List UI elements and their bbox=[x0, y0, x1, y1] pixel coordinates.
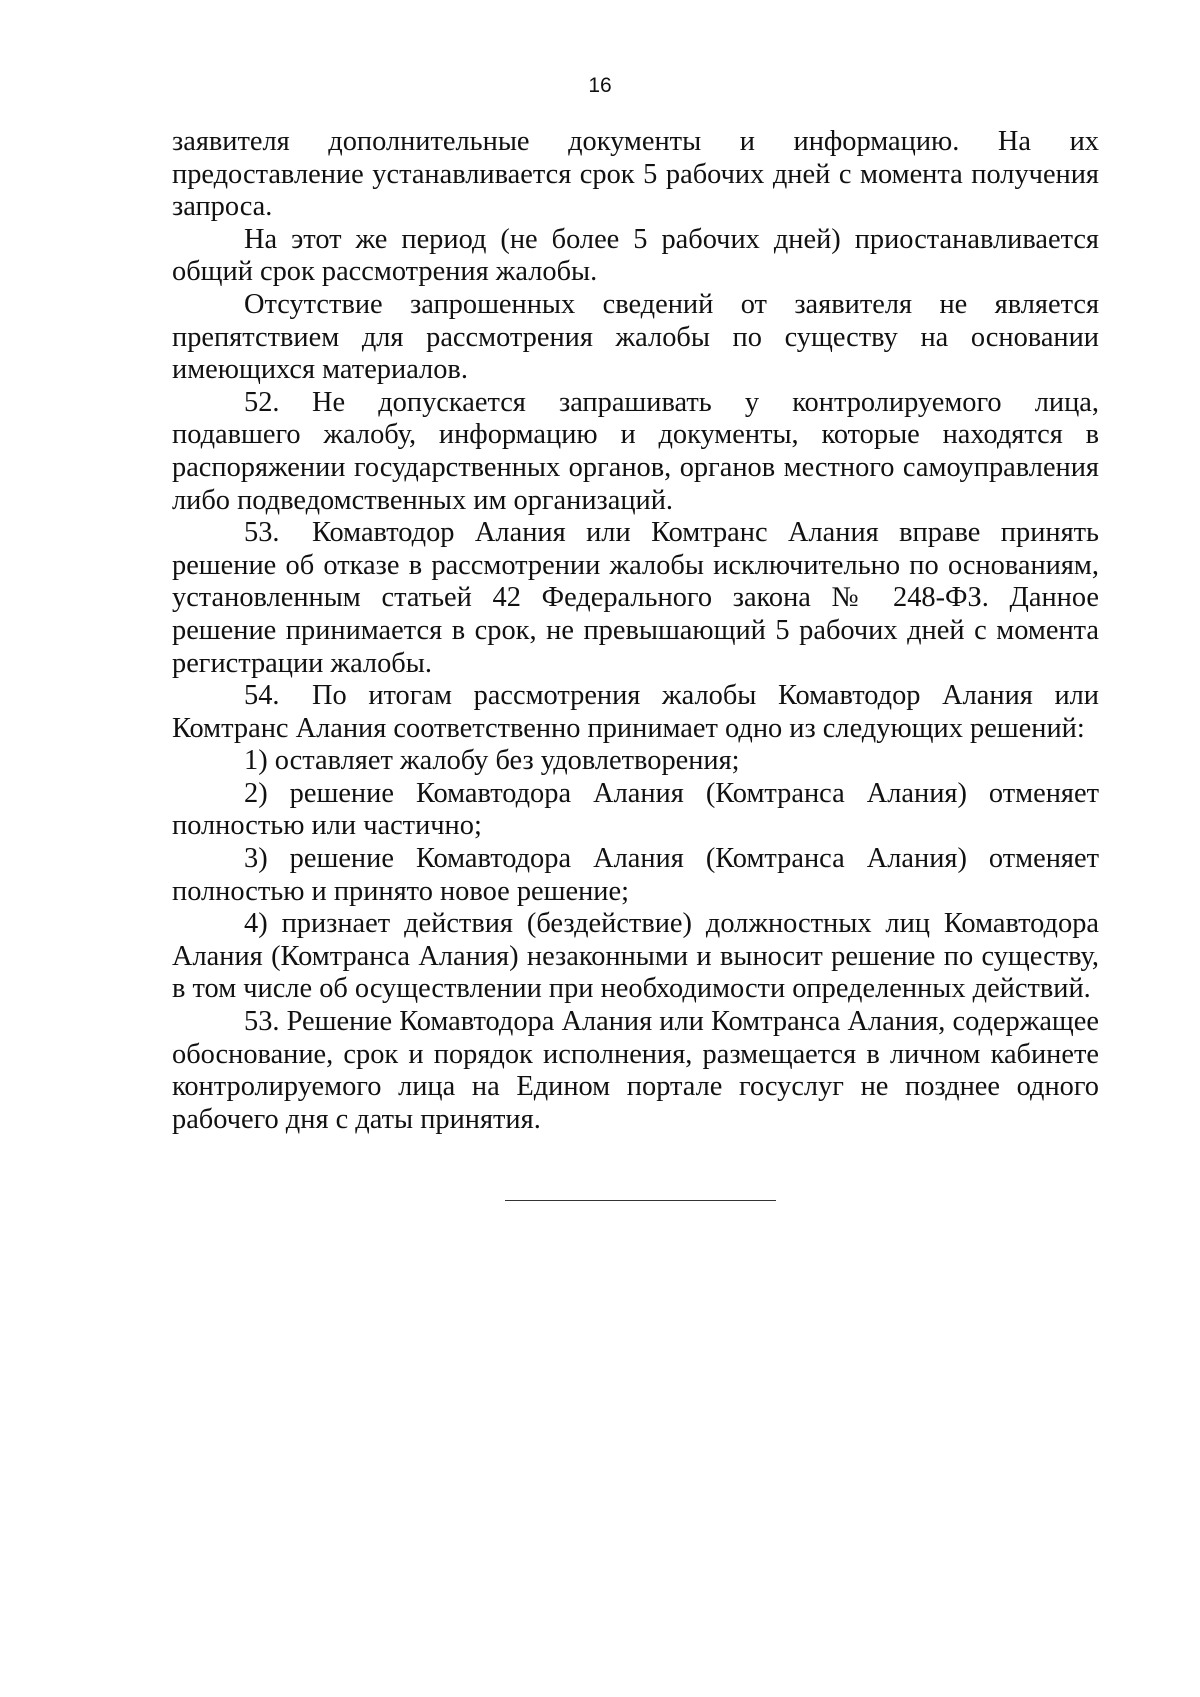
paragraph-number: 54. bbox=[244, 680, 280, 712]
paragraph-number: 53. bbox=[244, 517, 280, 549]
paragraph-missing-information: Отсутствие запрошенных сведений от заявителя не является препятствием для рассмотрения жалобы по существу на основании имеющихся материалов. bbox=[172, 288, 1099, 386]
list-item-1: 1) оставляет жалобу без удовлетворения; bbox=[244, 745, 740, 777]
list-item-4: 4) признает действия (бездействие) должностных лиц Комавтодора Алания (Комтранса Алания) незаконными и выносит решение по существу, в том числе об осуществлении при необходимости определенных действий. bbox=[172, 908, 1099, 1005]
paragraph-suspension-period: На этот же период (не более 5 рабочих дней) приостанавливается общий срок рассмотрения жалобы. bbox=[172, 223, 1099, 288]
end-of-document-line bbox=[505, 1200, 776, 1201]
paragraph-text: По итогам рассмотрения жалобы Комавтодор Алания или Комтранс Алания соответственно принимает одно из следующих решений: bbox=[172, 680, 1099, 744]
list-item-3: 3) решение Комавтодора Алания (Комтранса Алания) отменяет полностью и принято новое решение; bbox=[172, 843, 1099, 907]
paragraph-text: Комавтодор Алания или Комтранс Алания вправе принять решение об отказе в рассмотрении жалобы исключительно по основаниям, установленным статьей 42 Федерального закона № 248-ФЗ. Данное решение принимается в срок, не превышающий 5 рабочих дней с момента регистрации жалобы. bbox=[172, 517, 1099, 679]
paragraph-53 bbox=[172, 517, 1099, 680]
paragraph-number: 52. bbox=[244, 386, 280, 418]
paragraph-54 bbox=[172, 680, 1099, 745]
document-body bbox=[172, 126, 1099, 1136]
list-item-2: 2) решение Комавтодора Алания (Комтранса Алания) отменяет полностью или частично; bbox=[172, 777, 1099, 842]
paragraph-52 bbox=[172, 387, 1099, 517]
paragraph-continuation: заявителя дополнительные документы и информацию. На их предоставление устанавливается срок 5 рабочих дней с момента получения запроса. bbox=[172, 126, 1099, 223]
page-number: 16 bbox=[588, 74, 612, 97]
paragraph-decision-publication: 53. Решение Комавтодора Алания или Комтранса Алания, содержащее обоснование, срок и порядок исполнения, размещается в личном кабинете контролируемого лица на Едином портале госуслуг не позднее одного рабочего дня с даты принятия. bbox=[172, 1006, 1099, 1135]
paragraph-text: Не допускается запрашивать у контролируемого лица, подавшего жалобу, информацию и документы, которые находятся в распоряжении государственных органов, органов местного самоуправления либо подведомственных им организаций. bbox=[172, 386, 1099, 516]
